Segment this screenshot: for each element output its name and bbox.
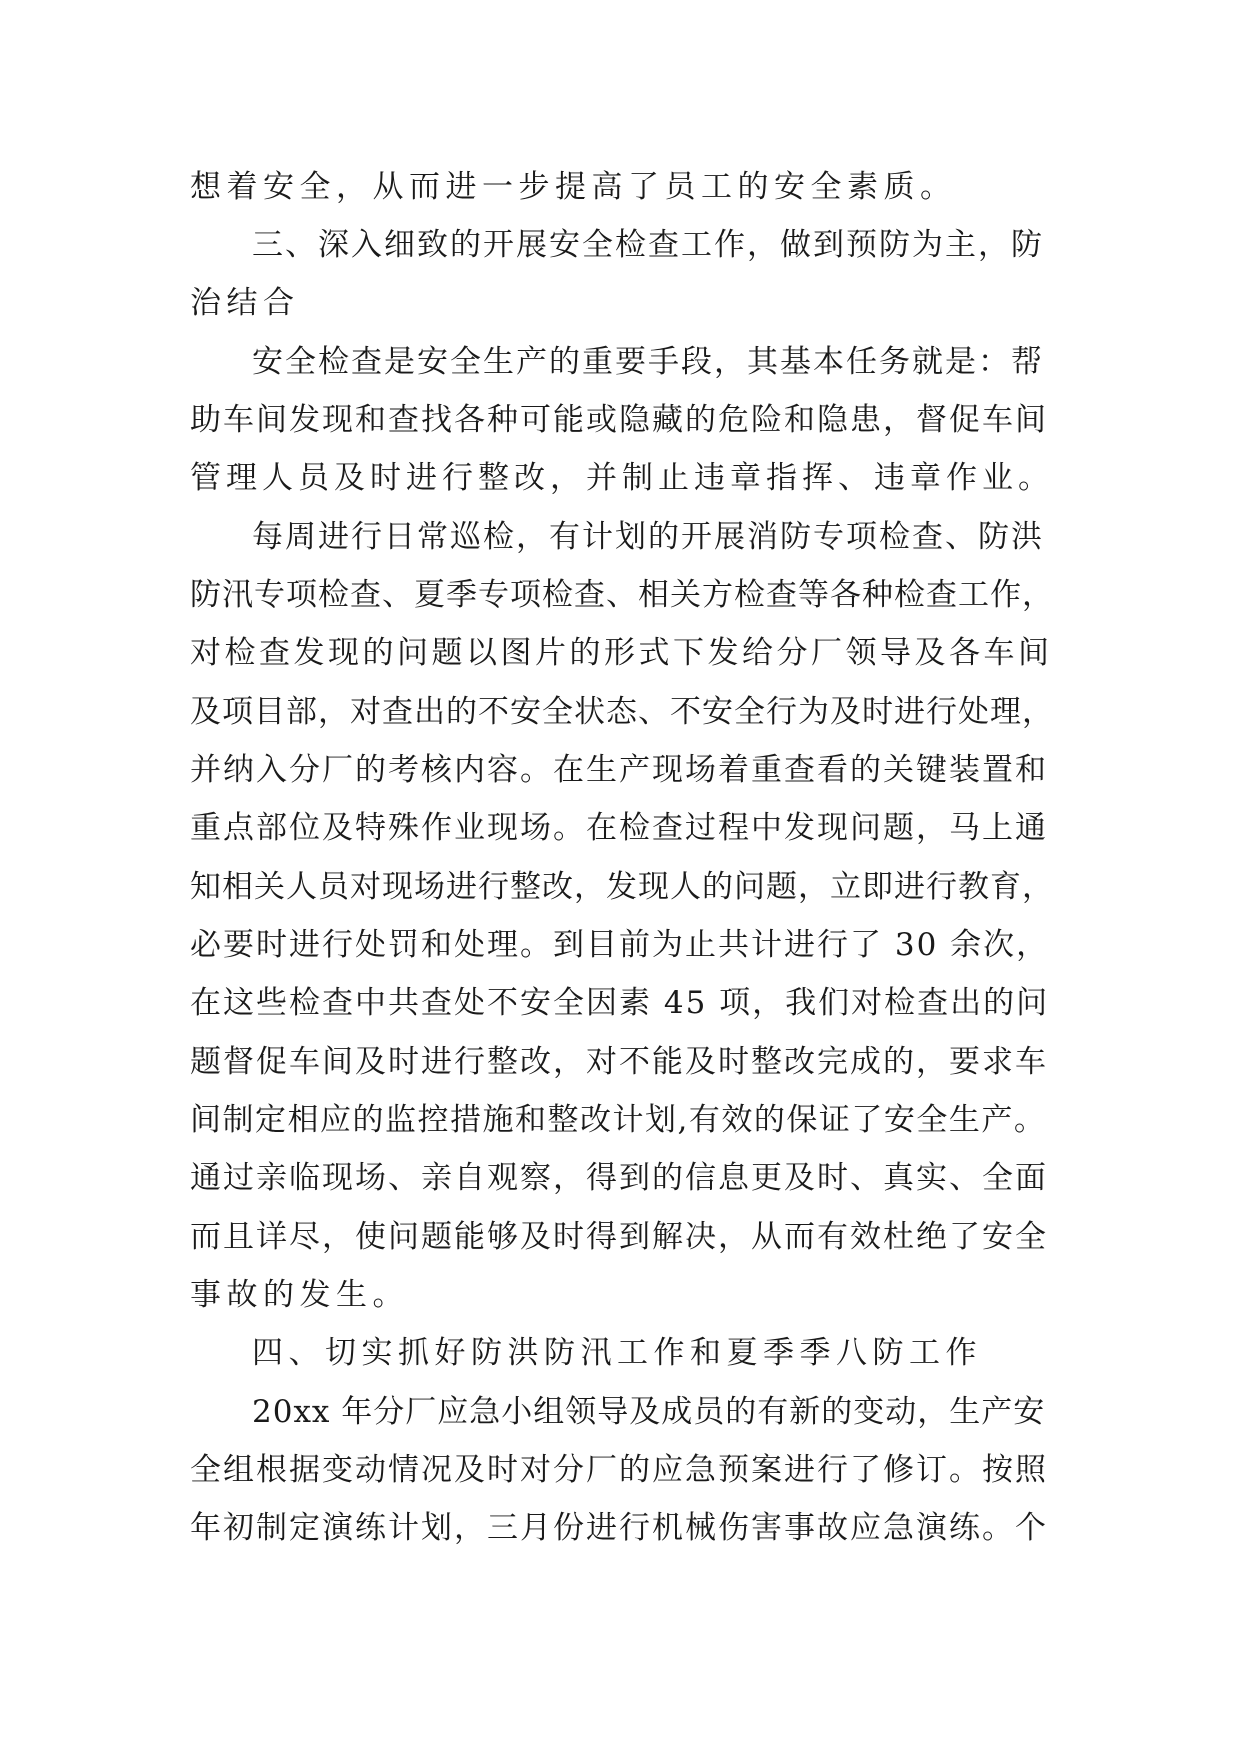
section-heading-4: 四、切实抓好防洪防汛工作和夏季季八防工作 bbox=[252, 1335, 982, 1371]
section-heading-3-line-2: 治结合 bbox=[190, 285, 300, 321]
text-line: 每周进行日常巡检，有计划的开展消防专项检查、防洪 bbox=[252, 519, 1044, 555]
text-line: 间制定相应的监控措施和整改计划,有效的保证了安全生产。 bbox=[190, 1102, 1047, 1138]
text-line: 必要时进行处罚和处理。到目前为止共计进行了 30 余次， bbox=[190, 927, 1050, 963]
text-line: 全组根据变动情况及时对分厂的应急预案进行了修订。按照 bbox=[190, 1452, 1048, 1488]
text-line: 而且详尽，使问题能够及时得到解决，从而有效杜绝了安全 bbox=[190, 1219, 1048, 1255]
text-line: 在这些检查中共查处不安全因素 45 项，我们对检查出的问 bbox=[190, 985, 1050, 1021]
text-line: 20xx 年分厂应急小组领导及成员的有新的变动，生产安 bbox=[252, 1394, 1046, 1430]
text-line: 重点部位及特殊作业现场。在检查过程中发现问题，马上通 bbox=[190, 810, 1048, 846]
text-line: 对检查发现的问题以图片的形式下发给分厂领导及各车间 bbox=[190, 635, 1053, 671]
text-line: 并纳入分厂的考核内容。在生产现场着重查看的关键装置和 bbox=[190, 752, 1048, 788]
text-line: 防汛专项检查、夏季专项检查、相关方检查等各种检查工作， bbox=[190, 577, 1054, 613]
text-line: 年初制定演练计划，三月份进行机械伤害事故应急演练。个 bbox=[190, 1510, 1048, 1546]
text-line: 题督促车间及时进行整改，对不能及时整改完成的，要求车 bbox=[190, 1044, 1048, 1080]
text-line: 助车间发现和查找各种可能或隐藏的危险和隐患，督促车间 bbox=[190, 402, 1048, 438]
text-line: 事故的发生。 bbox=[190, 1277, 409, 1313]
section-heading-3-line-1: 三、深入细致的开展安全检查工作，做到预防为主，防 bbox=[252, 227, 1044, 263]
text-line: 及项目部，对查出的不安全状态、不安全行为及时进行处理， bbox=[190, 694, 1054, 730]
text-line: 知相关人员对现场进行整改，发现人的问题，立即进行教育， bbox=[190, 869, 1054, 905]
text-line: 想着安全，从而进一步提高了员工的安全素质。 bbox=[190, 169, 957, 205]
text-line: 管理人员及时进行整改，并制止违章指挥、违章作业。 bbox=[190, 460, 1054, 496]
text-line: 安全检查是安全生产的重要手段，其基本任务就是：帮 bbox=[252, 344, 1044, 380]
text-line: 通过亲临现场、亲自观察，得到的信息更及时、真实、全面 bbox=[190, 1160, 1048, 1196]
